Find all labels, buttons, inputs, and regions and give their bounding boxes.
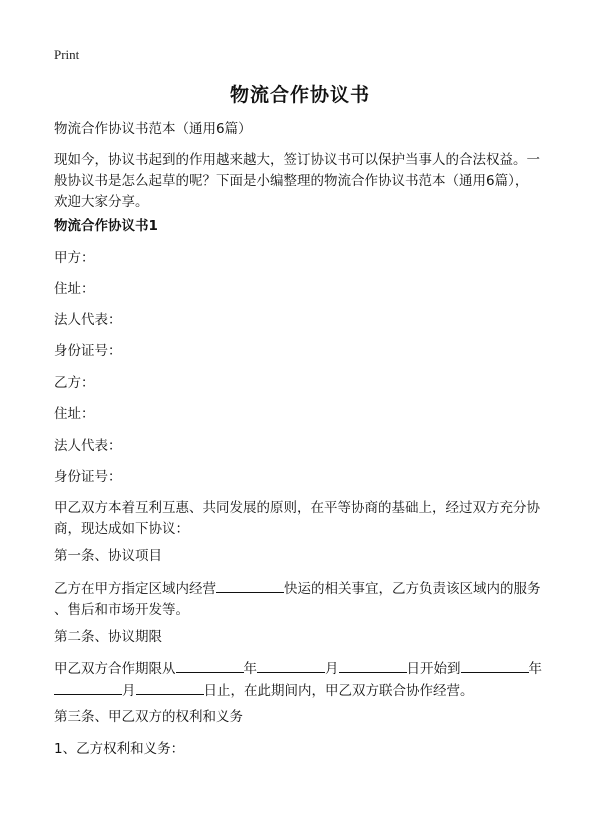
blank-line: [216, 578, 284, 593]
article2-text: 甲乙双方合作期限从: [54, 661, 176, 677]
blank-line: [461, 658, 529, 673]
field-id-b: 身份证号：: [54, 469, 122, 485]
article2-line: [54, 658, 554, 680]
intro-paragraph: [54, 150, 554, 213]
blank-line: [339, 658, 407, 673]
intro-line: 欢迎大家分享。: [54, 194, 149, 210]
intro-line: 现如今，协议书起到的作用越来越大，签订协议书可以保护当事人的合法权益。一: [54, 152, 540, 168]
field-party-b: 乙方：: [54, 375, 95, 391]
blank-line: [176, 658, 244, 673]
article1-text-a: 乙方在甲方指定区域内经营: [54, 581, 216, 597]
field-rep-b: 法人代表：: [54, 438, 122, 454]
article2-year: 年: [528, 661, 542, 677]
print-link[interactable]: Print: [54, 47, 80, 62]
article2-month: 月: [325, 661, 339, 677]
item1-title: 1、乙方权利和义务：: [54, 741, 185, 757]
article3-title: 第三条、甲乙双方的权利和义务: [54, 709, 243, 725]
field-rep-a: 法人代表：: [54, 312, 122, 328]
preamble-line: 甲乙双方本着互利互惠、共同发展的原则，在平等协商的基础上，经过双方充分协: [54, 500, 540, 516]
article1-title: 第一条、协议项目: [54, 548, 162, 564]
field-address-a: 住址：: [54, 281, 95, 297]
subtitle: 物流合作协议书范本（通用6篇）: [54, 121, 252, 137]
section-heading: 物流合作协议书1: [54, 218, 158, 234]
article2-line: [54, 680, 554, 702]
blank-line: [136, 680, 204, 695]
article2-year: 年: [243, 661, 257, 677]
field-address-b: 住址：: [54, 406, 95, 422]
article2-end: 日止，在此期间内，甲乙双方联合协作经营。: [203, 683, 474, 699]
article2-title: 第二条、协议期限: [54, 629, 162, 645]
blank-line: [257, 658, 325, 673]
article1-line: [54, 578, 554, 600]
article1-line: 、售后和市场开发等。: [54, 602, 189, 618]
intro-line: 般协议书是怎么起草的呢？下面是小编整理的物流合作协议书范本（通用6篇），: [54, 173, 529, 189]
field-id-a: 身份证号：: [54, 343, 122, 359]
article2-paragraph: [54, 658, 554, 702]
article2-day: 日开始到: [406, 661, 461, 677]
document-title: 物流合作协议书: [229, 84, 370, 106]
preamble-paragraph: [54, 498, 554, 540]
blank-line: [54, 680, 122, 695]
preamble-line: 商，现达成如下协议：: [54, 521, 189, 537]
article1-text-b: 快运的相关事宜，乙方负责该区域内的服务: [284, 581, 541, 597]
field-party-a: 甲方：: [54, 250, 95, 266]
article2-month: 月: [122, 683, 136, 699]
article1-paragraph: [54, 578, 554, 621]
